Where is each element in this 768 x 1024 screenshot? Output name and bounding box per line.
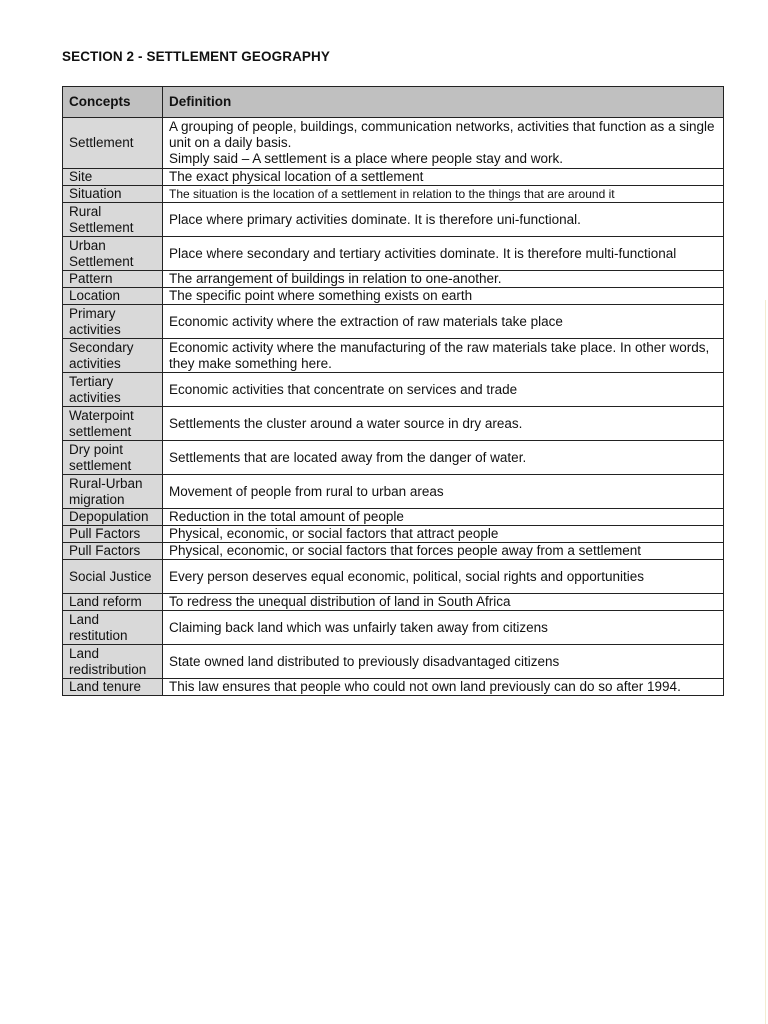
definition-cell xyxy=(163,373,724,407)
definition-text: Economic activity where the manufacturing of the raw materials take place. In other words, they make something here. xyxy=(169,339,710,371)
definition-cell xyxy=(163,645,724,679)
definition-text: Every person deserves equal economic, political, social rights and opportunities xyxy=(169,568,645,584)
table-row xyxy=(63,407,724,441)
concept-cell: Primary activities xyxy=(63,305,163,339)
table-row xyxy=(63,645,724,679)
definition-text: Reduction in the total amount of people xyxy=(169,509,404,524)
concept-cell: Waterpoint settlement xyxy=(63,407,163,441)
table-row xyxy=(63,594,724,611)
concept-cell: Pattern xyxy=(63,271,163,288)
definition-text: To redress the unequal distribution of land in South Africa xyxy=(169,594,511,609)
definition-text: The exact physical location of a settlement xyxy=(169,169,424,184)
definition-cell xyxy=(163,288,724,305)
table-row xyxy=(63,203,724,237)
definition-text: State owned land distributed to previously disadvantaged citizens xyxy=(169,653,560,669)
table-row xyxy=(63,560,724,594)
concept-cell: Land redistribution xyxy=(63,645,163,679)
definition-cell xyxy=(163,526,724,543)
definition-cell xyxy=(163,186,724,203)
concept-cell: Rural Settlement xyxy=(63,203,163,237)
concept-cell: Rural-Urban migration xyxy=(63,475,163,509)
concept-cell: Land tenure xyxy=(63,679,163,696)
definition-text: Claiming back land which was unfairly taken away from citizens xyxy=(169,619,548,635)
concept-cell: Urban Settlement xyxy=(63,237,163,271)
concept-cell: Land reform xyxy=(63,594,163,611)
definition-cell xyxy=(163,203,724,237)
page-edge-line xyxy=(765,300,766,1024)
definition-text: A grouping of people, buildings, communication networks, activities that function as a single unit on a daily basis. xyxy=(169,119,715,150)
definition-cell xyxy=(163,594,724,611)
definition-cell xyxy=(163,237,724,271)
definition-text: This law ensures that people who could not own land previously can do so after 1994. xyxy=(169,679,681,694)
table-row xyxy=(63,373,724,407)
definition-cell xyxy=(163,611,724,645)
definition-cell xyxy=(163,560,724,594)
definition-cell xyxy=(163,169,724,186)
table-row xyxy=(63,305,724,339)
concept-cell: Dry point settlement xyxy=(63,441,163,475)
table-row xyxy=(63,186,724,203)
concept-cell: Pull Factors xyxy=(63,526,163,543)
definition-text: Physical, economic, or social factors that forces people away from a settlement xyxy=(169,543,641,558)
table-row xyxy=(63,441,724,475)
concept-cell: Pull Factors xyxy=(63,543,163,560)
table-row xyxy=(63,611,724,645)
definition-cell xyxy=(163,679,724,696)
definition-text: The arrangement of buildings in relation to one-another. xyxy=(169,271,502,286)
definition-cell xyxy=(163,339,724,373)
definition-cell xyxy=(163,509,724,526)
header-row xyxy=(63,87,724,118)
concept-cell: Depopulation xyxy=(63,509,163,526)
definition-header: Definition xyxy=(163,87,724,118)
table-row xyxy=(63,509,724,526)
concept-cell: Tertiary activities xyxy=(63,373,163,407)
definition-text: Settlements the cluster around a water source in dry areas. xyxy=(169,415,523,431)
definition-cell xyxy=(163,118,724,169)
definition-cell xyxy=(163,407,724,441)
definition-text: Settlements that are located away from the danger of water. xyxy=(169,449,527,465)
definition-cell xyxy=(163,305,724,339)
concept-cell: Situation xyxy=(63,186,163,203)
concept-cell: Location xyxy=(63,288,163,305)
concept-cell: Social Justice xyxy=(63,560,163,594)
table-header xyxy=(63,87,724,118)
definition-cell xyxy=(163,543,724,560)
table-row xyxy=(63,288,724,305)
definition-text: Simply said – A settlement is a place where people stay and work. xyxy=(169,151,563,166)
concept-cell: Site xyxy=(63,169,163,186)
table-row xyxy=(63,526,724,543)
table-body xyxy=(63,118,724,696)
concept-cell: Land restitution xyxy=(63,611,163,645)
concept-cell: Secondary activities xyxy=(63,339,163,373)
table-row xyxy=(63,543,724,560)
definition-cell xyxy=(163,441,724,475)
definition-text: The situation is the location of a settlement in relation to the things that are around it xyxy=(169,187,615,201)
table-row xyxy=(63,169,724,186)
table-row xyxy=(63,475,724,509)
table-row xyxy=(63,339,724,373)
definition-text: The specific point where something exists on earth xyxy=(169,288,473,303)
definition-text: Place where primary activities dominate. It is therefore uni-functional. xyxy=(169,211,581,227)
definition-text: Physical, economic, or social factors that attract people xyxy=(169,526,499,541)
table-row xyxy=(63,237,724,271)
definition-cell xyxy=(163,475,724,509)
concept-cell: Settlement xyxy=(63,118,163,169)
table-row xyxy=(63,679,724,696)
concepts-table xyxy=(62,86,724,696)
definition-text: Economic activity where the extraction of raw materials take place xyxy=(169,313,563,329)
definition-text: Movement of people from rural to urban areas xyxy=(169,483,444,499)
table-row xyxy=(63,118,724,169)
definition-text: Economic activities that concentrate on services and trade xyxy=(169,381,518,397)
table-row xyxy=(63,271,724,288)
definition-text: Place where secondary and tertiary activities dominate. It is therefore multi-functional xyxy=(169,245,677,261)
definition-cell xyxy=(163,271,724,288)
page-title: SECTION 2 - SETTLEMENT GEOGRAPHY xyxy=(62,49,330,64)
concepts-header: Concepts xyxy=(63,87,163,118)
